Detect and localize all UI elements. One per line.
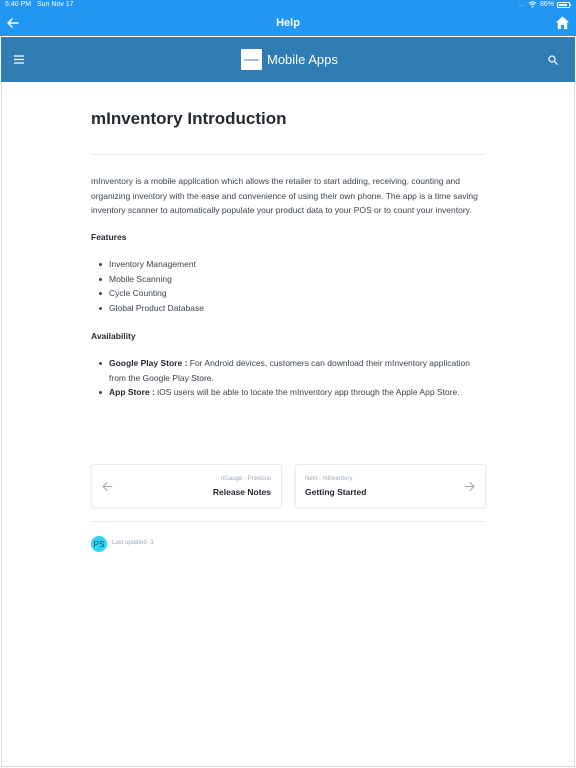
- help-bar: [0, 11, 576, 36]
- battery-fill: [559, 4, 567, 6]
- features-heading: Features: [91, 232, 127, 242]
- list-item: [97, 385, 482, 400]
- features-list: [97, 257, 204, 315]
- wifi-icon: [528, 1, 537, 8]
- last-updated: Last updated -3: [112, 540, 154, 546]
- battery-percent: 86%: [539, 1, 554, 8]
- next-page-title: Getting Started: [305, 487, 367, 497]
- status-time: 5:40 PM: [5, 1, 32, 8]
- previous-page-title: Release Notes: [212, 487, 271, 497]
- store-label: App Store :: [109, 387, 155, 398]
- store-description: For Android devices, customers can download their mInventory application from the Google Play Store.: [109, 358, 470, 383]
- title-divider: [91, 154, 485, 155]
- arrow-right-icon: [464, 481, 475, 492]
- status-bar: [0, 0, 576, 11]
- brand[interactable]: [241, 49, 338, 70]
- store-description: iOS users will be able to locate the mInventory app through the Apple App Store.: [154, 387, 460, 398]
- availability-heading: Availability: [91, 331, 136, 341]
- status-date: Sun Nov 17: [37, 1, 74, 8]
- hamburger-icon[interactable]: [14, 55, 24, 64]
- store-label: Google Play Store :: [109, 358, 188, 368]
- intro-paragraph: mInventory is a mobile application which allows the retailer to start adding, receiving, counting and organizing inventory with the ease and convenience of using their own phone. The app is a time saving inventory scanner to automatically populate your product data to your POS or to count your inventory.: [91, 176, 478, 216]
- list-item: Mobile Scanning: [97, 272, 204, 287]
- signal-icon: ....: [518, 1, 525, 8]
- page-frame: [1, 36, 575, 767]
- site-header: [1, 37, 575, 82]
- previous-page-card[interactable]: [91, 464, 282, 508]
- arrow-left-icon: [102, 481, 113, 492]
- page-title: mInventory Introduction: [91, 109, 287, 128]
- help-title: Help: [276, 17, 300, 29]
- list-item: Global Product Database: [97, 301, 204, 316]
- status-indicators: [518, 1, 570, 8]
- main-content: [91, 108, 485, 130]
- next-page-label: Next - mInventory: [305, 476, 353, 482]
- list-item: [97, 356, 482, 385]
- list-item: Inventory Management: [97, 257, 204, 272]
- previous-page-label: nGauge - Previous: [220, 476, 271, 482]
- brand-logo: [241, 49, 262, 70]
- home-icon[interactable]: [555, 15, 570, 30]
- availability-list: [97, 356, 482, 400]
- next-page-card[interactable]: [295, 464, 486, 508]
- search-icon[interactable]: [548, 55, 558, 65]
- battery-icon: [557, 2, 570, 8]
- avatar: PS: [91, 536, 107, 552]
- brand-name: Mobile Apps: [267, 52, 338, 67]
- footer-divider: [91, 521, 485, 522]
- list-item: Cycle Counting: [97, 286, 204, 301]
